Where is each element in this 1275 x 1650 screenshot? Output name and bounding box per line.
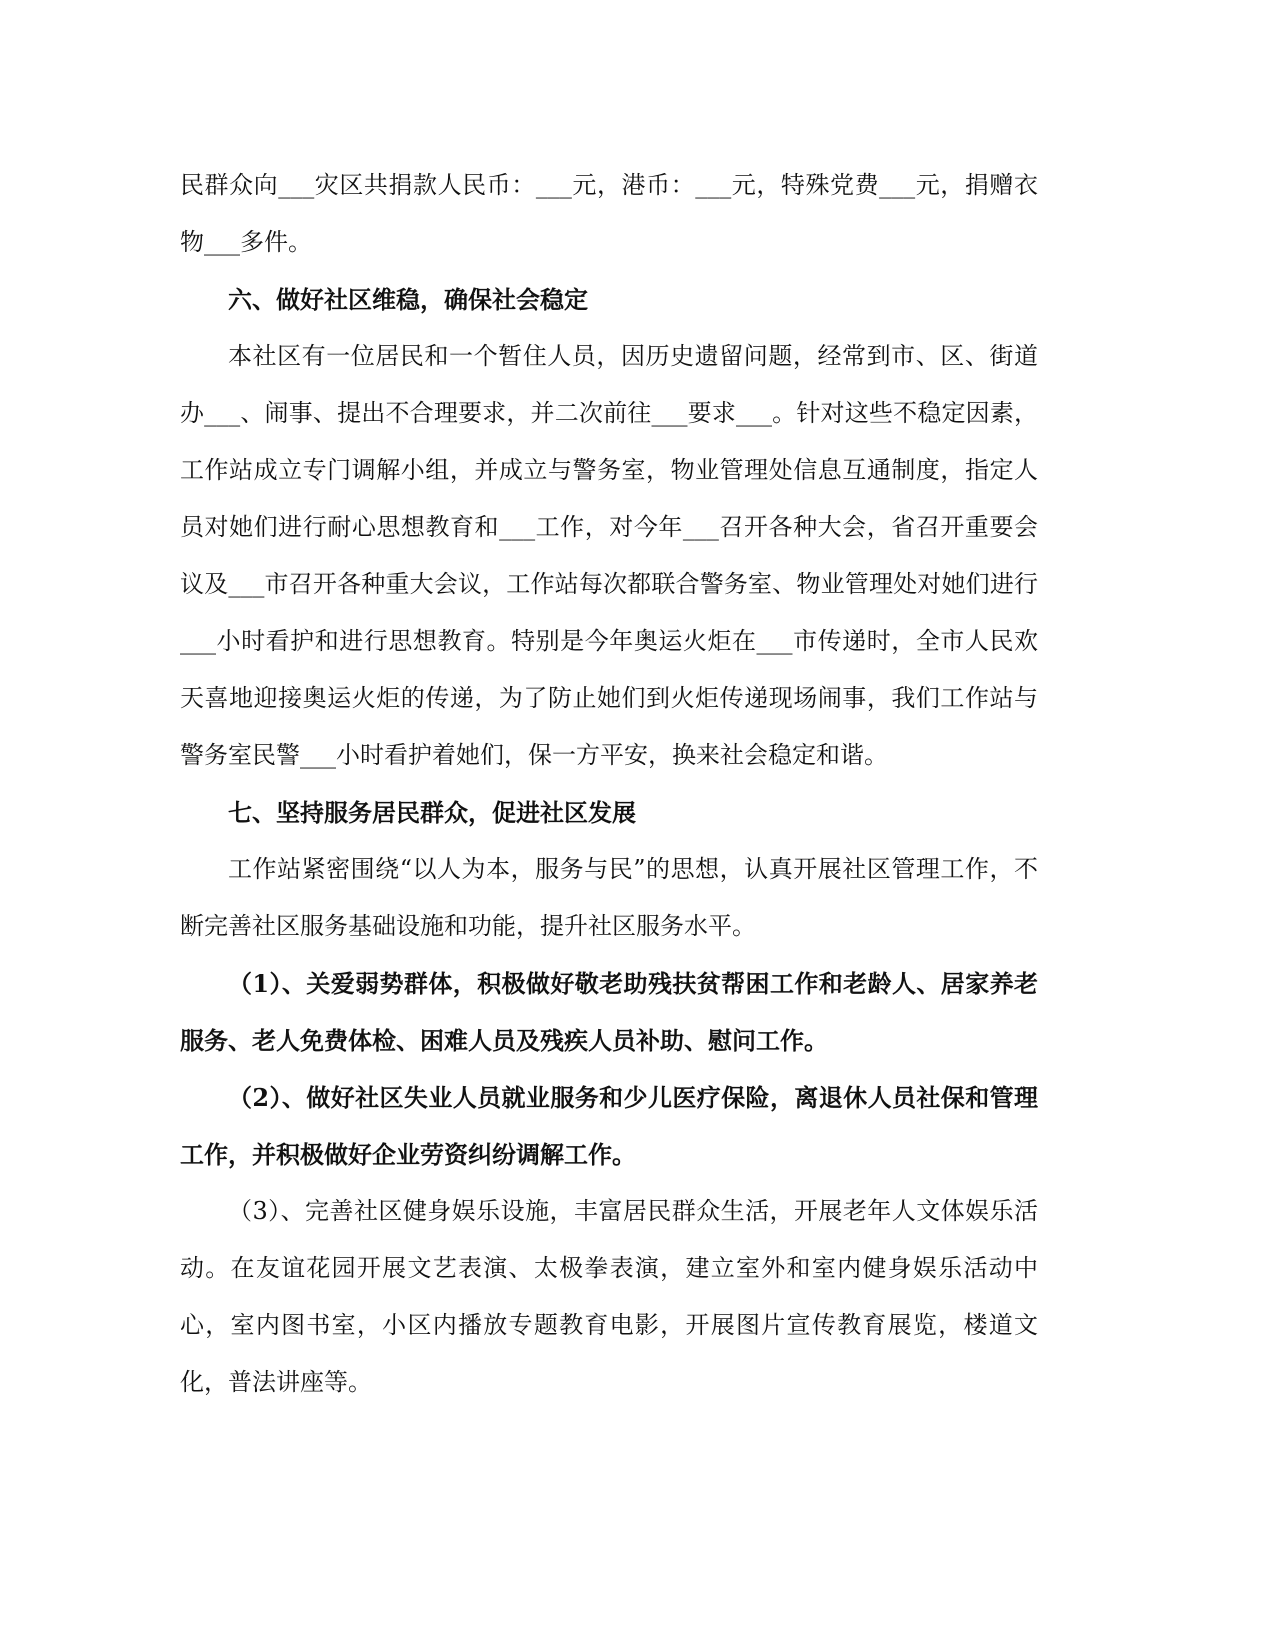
paragraph-donation-continued: 民群众向___灾区共捐款人民币：___元，港币：___元，特殊党费___元，捐赠衣物___多件。 [180, 171, 1038, 256]
paragraph-item-2: （2）、做好社区失业人员就业服务和少儿医疗保险，离退休人员社保和管理工作，并积极做好企业劳资纠纷调解工作。 [180, 1083, 1038, 1169]
paragraph-service-intro: 工作站紧密围绕“以人为本，服务与民”的思想，认真开展社区管理工作，不断完善社区服务基础设施和功能，提升社区服务水平。 [180, 855, 1038, 940]
section-heading-7: 七、坚持服务居民群众，促进社区发展 [228, 798, 636, 827]
paragraph-item-1: （1）、关爱弱势群体，积极做好敬老助残扶贫帮困工作和老龄人、居家养老服务、老人免费体检、困难人员及残疾人员补助、慰问工作。 [180, 969, 1038, 1055]
document-page [180, 157, 1038, 1411]
section-heading-6: 六、做好社区维稳，确保社会稳定 [228, 285, 588, 314]
paragraph-stability: 本社区有一位居民和一个暂住人员，因历史遗留问题，经常到市、区、街道办___、闹事、提出不合理要求，并二次前往___要求___。针对这些不稳定因素，工作站成立专门调解小组，并成立与警务室，物业管理处信息互通制度，指定人员对她们进行耐心思想教育和___工作，对今年___召开各种大会，省召开重要会议及___市召开各种重大会议，工作站每次都联合警务室、物业管理处对她们进行___小时看护和进行思想教育。特别是今年奥运火炬在___市传递时，全市人民欢天喜地迎接奥运火炬的传递，为了防止她们到火炬传递现场闹事，我们工作站与警务室民警___小时看护着她们，保一方平安，换来社会稳定和谐。 [180, 342, 1038, 769]
paragraph-item-3: （3）、完善社区健身娱乐设施，丰富居民群众生活，开展老年人文体娱乐活动。在友谊花园开展文艺表演、太极拳表演，建立室外和室内健身娱乐活动中心，室内图书室，小区内播放专题教育电影，开展图片宣传教育展览，楼道文化，普法讲座等。 [180, 1197, 1038, 1396]
